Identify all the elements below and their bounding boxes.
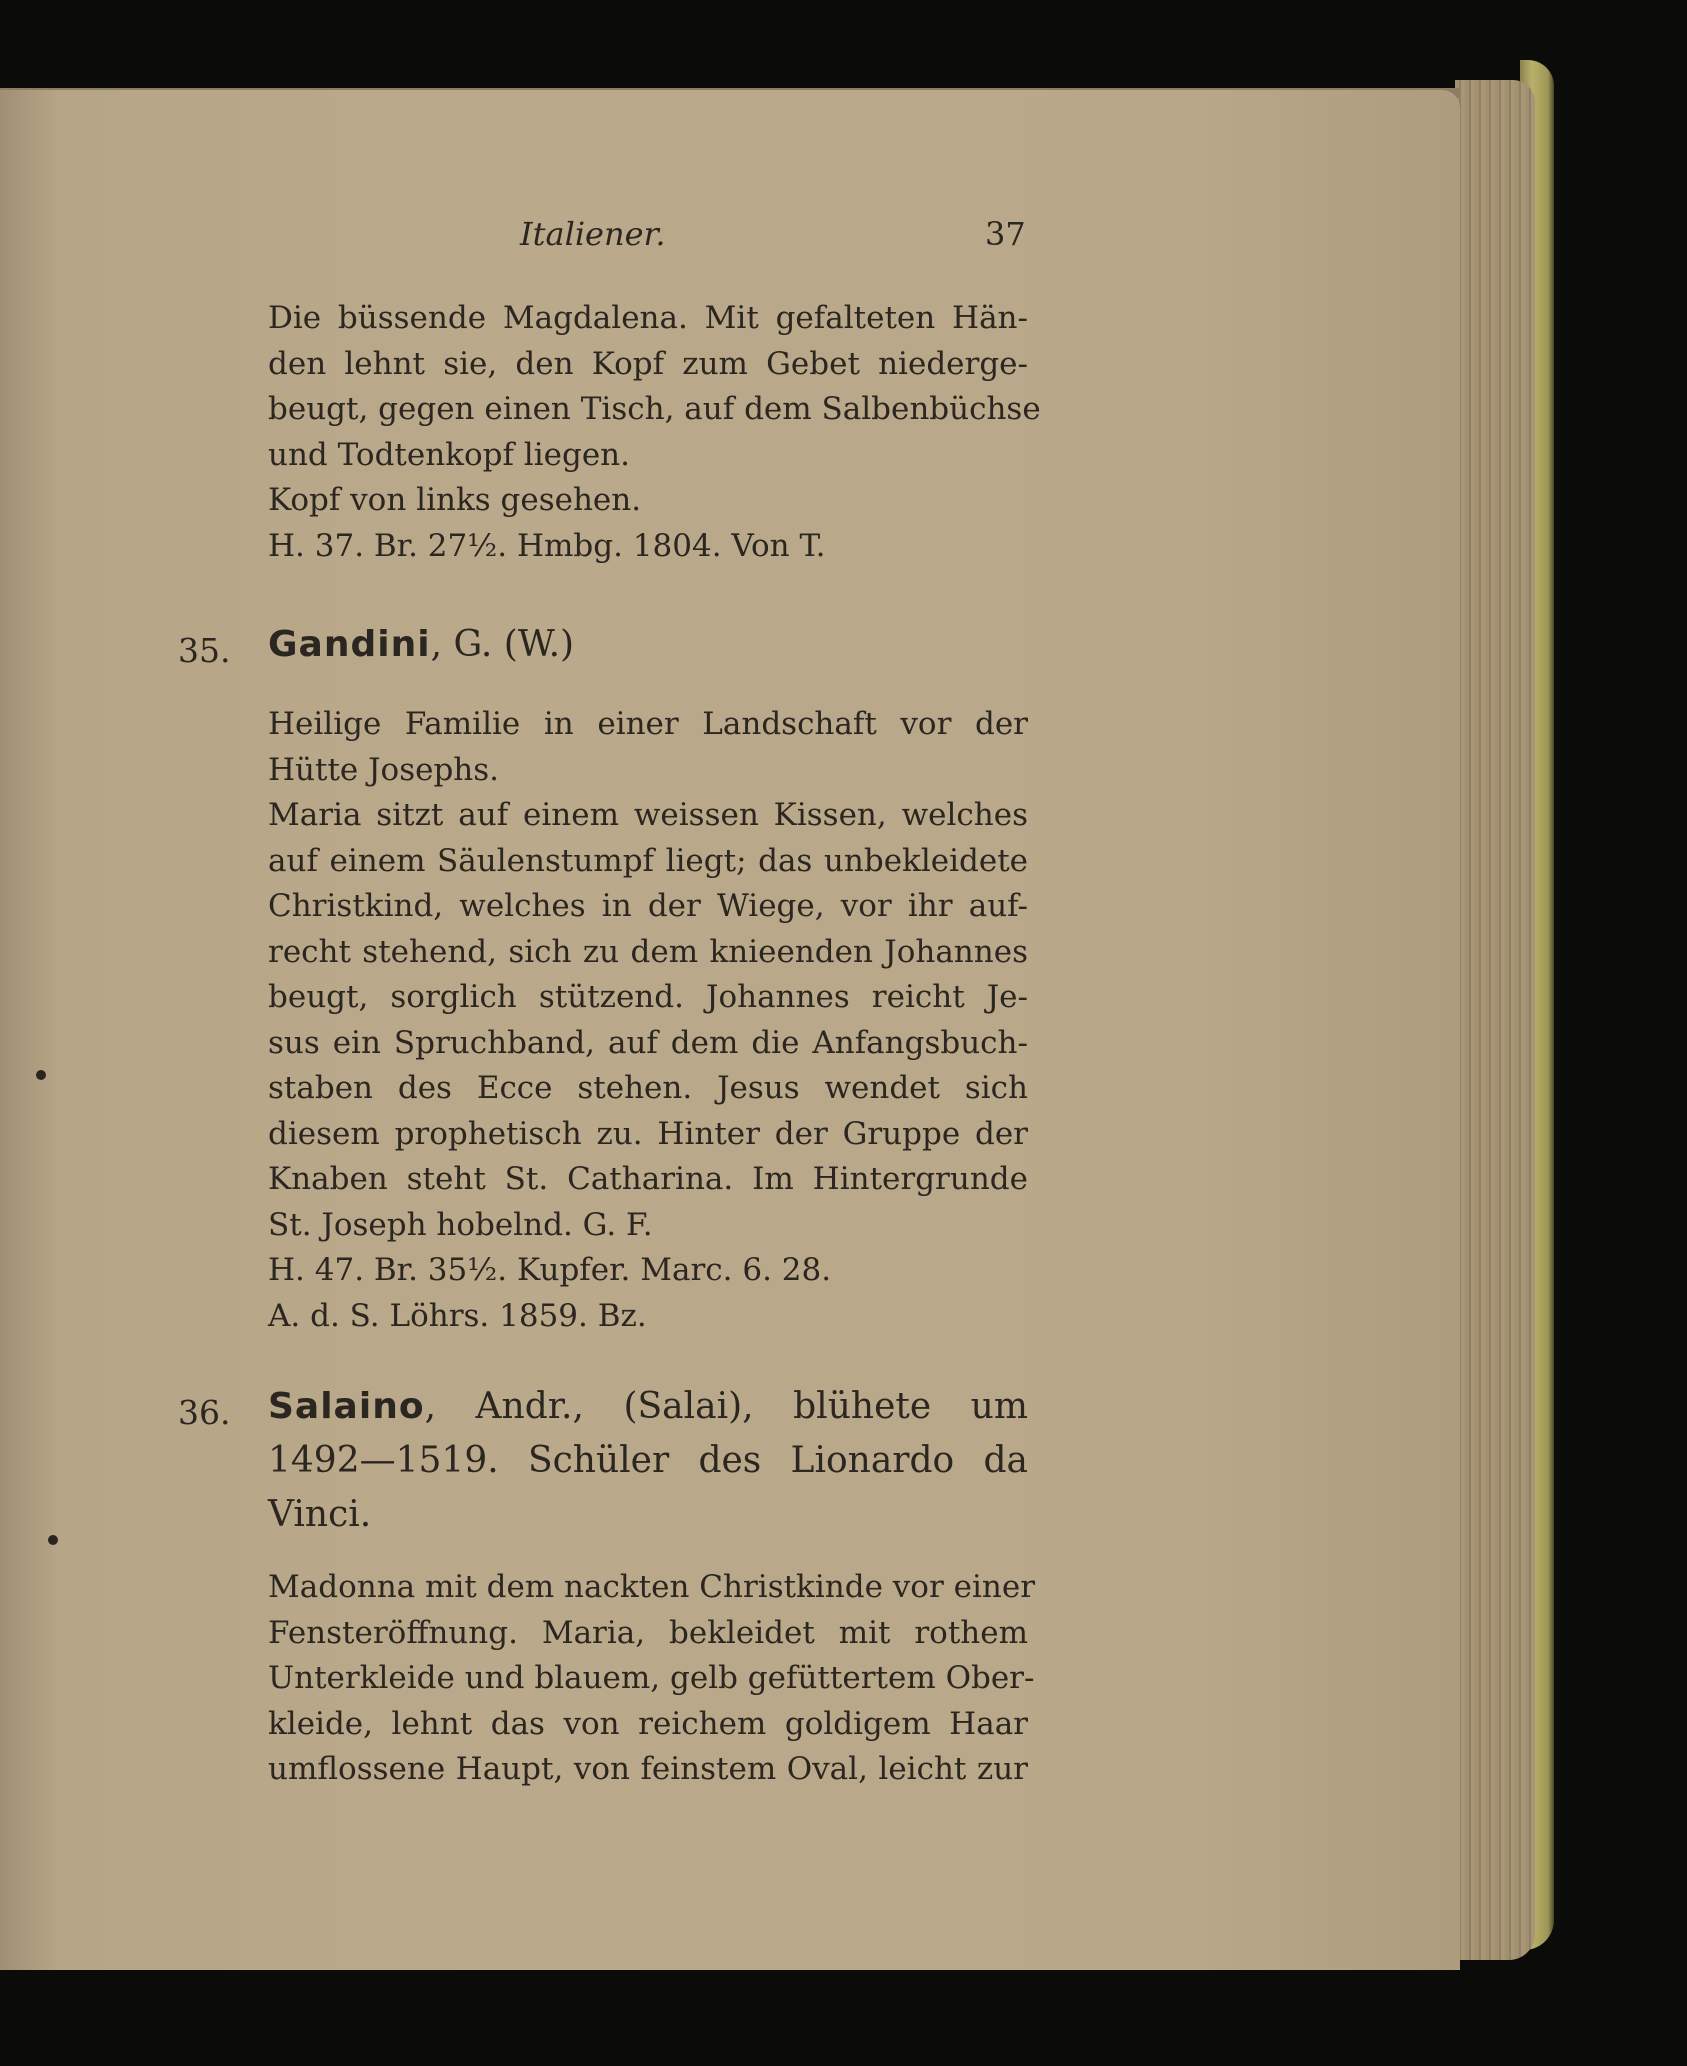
artist-name: Gandini (268, 624, 431, 665)
text-line: Christkind, welches in der Wiege, vor ihr auf- (268, 888, 1028, 924)
text-line: beugt, sorglich stützend. Johannes reicht Je- (268, 979, 1028, 1015)
text-line: recht stehend, sich zu dem knieenden Johannes (268, 933, 1028, 970)
artist-details: , Andr., (Salai), blühete um (424, 1386, 1028, 1427)
entry-number: 35. (178, 631, 231, 670)
text-line: Madonna mit dem nackten Christkinde vor einer (268, 1569, 1036, 1605)
text-line: und Todtenkopf liegen. (268, 436, 630, 473)
entry-description (268, 702, 1028, 1339)
entry-heading (268, 1380, 1028, 1542)
page-number: 37 (985, 215, 1026, 253)
text-line: A. d. S. Löhrs. 1859. Bz. (268, 1297, 647, 1334)
binding-mark (36, 1070, 46, 1080)
text-line: St. Joseph hobelnd. G. F. (268, 1206, 653, 1243)
text-line: diesem prophetisch zu. Hinter der Gruppe der (268, 1115, 1028, 1152)
entry-description (268, 1565, 1036, 1793)
entry-number: 36. (178, 1393, 231, 1432)
text-line: den lehnt sie, den Kopf zum Gebet niederge- (268, 345, 1028, 382)
text-line: Kopf von links gesehen. (268, 482, 642, 518)
text-line: sus ein Spruchband, auf dem die Anfangsbuch- (268, 1024, 1028, 1061)
binding-mark (48, 1535, 58, 1545)
artist-details: , G. (W.) (430, 624, 575, 665)
text-line: Fensteröffnung. Maria, bekleidet mit rothem (268, 1614, 1028, 1651)
heading-line: 1492—1519. Schüler des Lionardo da (268, 1440, 1028, 1481)
text-line: Unterkleide und blauem, gelb gefüttertem Ober- (268, 1660, 1035, 1696)
text-line: H. 37. Br. 27½. Hmbg. 1804. Von T. (268, 527, 826, 564)
heading-line: Vinci. (268, 1494, 372, 1535)
text-line: kleide, lehnt das von reichem goldigem Haar (268, 1705, 1028, 1742)
text-line: umflossene Haupt, von feinstem Oval, leicht zur (268, 1751, 1028, 1787)
text-line: Heilige Familie in einer Landschaft vor der (268, 706, 1028, 742)
text-line: Knaben steht St. Catharina. Im Hintergrunde (268, 1161, 1028, 1197)
text-line: Die büssende Magdalena. Mit gefalteten Hän- (268, 300, 1028, 336)
text-line: auf einem Säulenstumpf liegt; das unbekleidete (268, 842, 1028, 879)
text-line: beugt, gegen einen Tisch, auf dem Salbenbüchse (268, 391, 1041, 427)
text-line: Hütte Josephs. (268, 751, 500, 788)
artist-name: Salaino (268, 1386, 425, 1427)
intro-paragraph (268, 296, 1041, 569)
text-line: H. 47. Br. 35½. Kupfer. Marc. 6. 28. (268, 1252, 832, 1288)
running-header: Italiener. (520, 215, 666, 253)
entry-heading (268, 618, 1028, 672)
page-edges (1455, 80, 1535, 1960)
text-line: Maria sitzt auf einem weissen Kissen, welches (268, 797, 1028, 833)
text-line: staben des Ecce stehen. Jesus wendet sich (268, 1070, 1028, 1106)
